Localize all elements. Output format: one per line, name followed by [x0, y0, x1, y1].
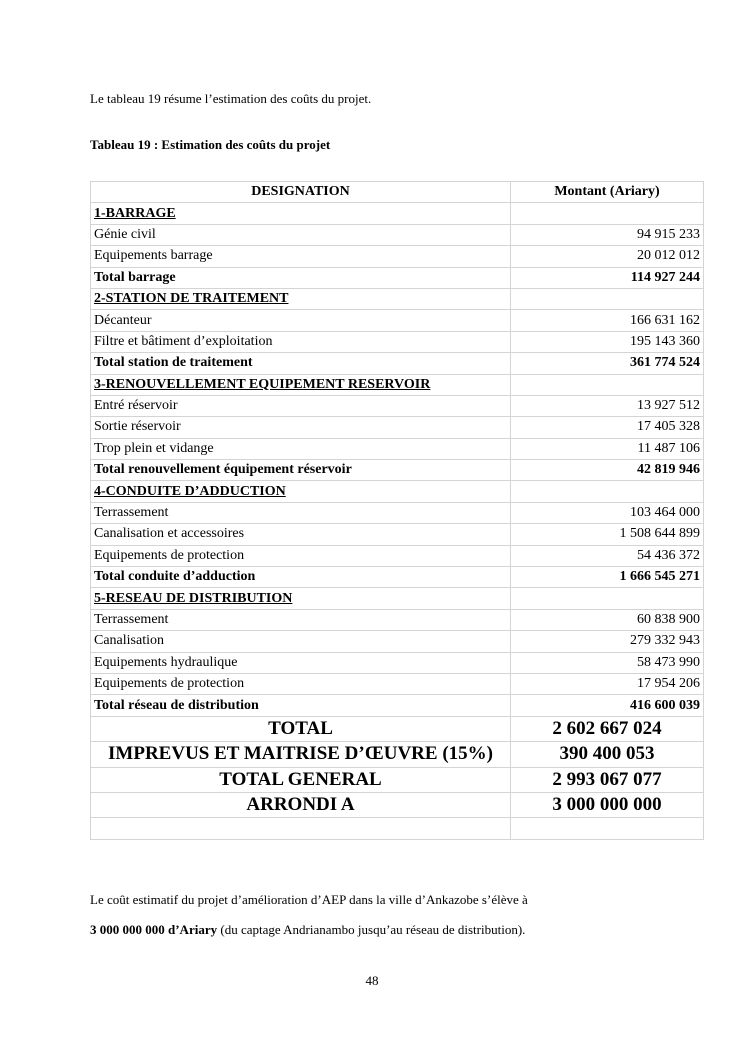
amount-cell [511, 818, 704, 839]
amount-cell: 42 819 946 [511, 460, 704, 481]
conclusion-line-2 [90, 915, 710, 945]
table-row-total [91, 353, 704, 374]
designation-cell: Entré réservoir [91, 395, 511, 416]
designation-cell [91, 203, 511, 224]
table-row-section [91, 288, 704, 309]
designation-cell: Total renouvellement équipement réservoir [91, 460, 511, 481]
page-number: 48 [365, 973, 379, 988]
designation-cell: Décanteur [91, 310, 511, 331]
table-caption: Tableau 19 : Estimation des coûts du projet [90, 137, 331, 152]
designation-cell [91, 818, 511, 839]
table-row-total [91, 460, 704, 481]
section-title: 1-BARRAGE [94, 205, 176, 221]
amount-cell: 1 666 545 271 [511, 567, 704, 588]
section-title: 4-CONDUITE D’ADDUCTION [94, 483, 286, 499]
section-title: 5-RESEAU DE DISTRIBUTION [94, 590, 293, 606]
amount-cell: 54 436 372 [511, 545, 704, 566]
table-row-section [91, 374, 704, 395]
amount-cell: 17 954 206 [511, 673, 704, 694]
amount-cell: 94 915 233 [511, 224, 704, 245]
amount-cell: 166 631 162 [511, 310, 704, 331]
table-row-item [91, 545, 704, 566]
table-row-item [91, 673, 704, 694]
designation-cell: Equipements de protection [91, 545, 511, 566]
designation-cell [91, 481, 511, 502]
table-row-item [91, 246, 704, 267]
amount-cell: 114 927 244 [511, 267, 704, 288]
amount-cell [511, 203, 704, 224]
header-amount: Montant (Ariary) [511, 182, 704, 203]
table-row-big [91, 767, 704, 792]
table-row-item [91, 224, 704, 245]
amount-cell: 103 464 000 [511, 502, 704, 523]
designation-cell: IMPREVUS ET MAITRISE D’ŒUVRE (15%) [91, 742, 511, 767]
table-header-row [91, 182, 704, 203]
designation-cell: TOTAL GENERAL [91, 767, 511, 792]
amount-cell: 13 927 512 [511, 395, 704, 416]
conclusion-rest: (du captage Andrianambo jusqu’au réseau de distribution). [217, 922, 526, 937]
table-row-section [91, 481, 704, 502]
designation-cell: Filtre et bâtiment d’exploitation [91, 331, 511, 352]
section-title: 2-STATION DE TRAITEMENT [94, 291, 289, 307]
designation-cell: Terrassement [91, 502, 511, 523]
amount-cell [511, 481, 704, 502]
amount-cell: 58 473 990 [511, 652, 704, 673]
amount-cell: 416 600 039 [511, 695, 704, 716]
table-row-total [91, 695, 704, 716]
table-row-big [91, 792, 704, 817]
table-row-item [91, 310, 704, 331]
designation-cell: Total barrage [91, 267, 511, 288]
table-row-item [91, 631, 704, 652]
amount-cell: 1 508 644 899 [511, 524, 704, 545]
designation-cell: Génie civil [91, 224, 511, 245]
amount-cell: 2 602 667 024 [511, 716, 704, 741]
table-row-item [91, 417, 704, 438]
designation-cell: Sortie réservoir [91, 417, 511, 438]
amount-cell: 361 774 524 [511, 353, 704, 374]
cost-estimate-table [90, 181, 704, 840]
designation-cell: Equipements de protection [91, 673, 511, 694]
amount-cell: 279 332 943 [511, 631, 704, 652]
amount-cell: 195 143 360 [511, 331, 704, 352]
designation-cell: Canalisation et accessoires [91, 524, 511, 545]
amount-cell: 3 000 000 000 [511, 792, 704, 817]
amount-cell [511, 588, 704, 609]
table-row-item [91, 609, 704, 630]
designation-cell: Equipements hydraulique [91, 652, 511, 673]
designation-cell: ARRONDI A [91, 792, 511, 817]
intro-paragraph: Le tableau 19 résume l’estimation des coûts du projet. [90, 91, 372, 106]
designation-cell [91, 374, 511, 395]
designation-cell [91, 588, 511, 609]
designation-cell: Trop plein et vidange [91, 438, 511, 459]
conclusion-paragraph [90, 885, 710, 945]
amount-cell: 2 993 067 077 [511, 767, 704, 792]
conclusion-amount: 3 000 000 000 d’Ariary [90, 922, 218, 937]
table-row-big [91, 742, 704, 767]
amount-cell [511, 374, 704, 395]
amount-cell: 11 487 106 [511, 438, 704, 459]
table-row-item [91, 652, 704, 673]
table-row-empty [91, 818, 704, 839]
designation-cell: TOTAL [91, 716, 511, 741]
table-row-item [91, 524, 704, 545]
conclusion-line-1: Le coût estimatif du projet d’amélioration d’AEP dans la ville d’Ankazobe s’élève à [90, 892, 528, 907]
designation-cell: Total station de traitement [91, 353, 511, 374]
amount-cell [511, 288, 704, 309]
table-row-section [91, 203, 704, 224]
amount-cell: 60 838 900 [511, 609, 704, 630]
table-row-total [91, 567, 704, 588]
amount-cell: 17 405 328 [511, 417, 704, 438]
table-row-item [91, 395, 704, 416]
designation-cell: Terrassement [91, 609, 511, 630]
designation-cell: Total réseau de distribution [91, 695, 511, 716]
header-designation: DESIGNATION [91, 182, 511, 203]
amount-cell: 390 400 053 [511, 742, 704, 767]
designation-cell: Canalisation [91, 631, 511, 652]
table-row-item [91, 438, 704, 459]
designation-cell: Total conduite d’adduction [91, 567, 511, 588]
table-row-big [91, 716, 704, 741]
section-title: 3-RENOUVELLEMENT EQUIPEMENT RESERVOIR [94, 376, 431, 392]
table-row-total [91, 267, 704, 288]
amount-cell: 20 012 012 [511, 246, 704, 267]
designation-cell: Equipements barrage [91, 246, 511, 267]
designation-cell [91, 288, 511, 309]
table-row-item [91, 502, 704, 523]
table-row-item [91, 331, 704, 352]
table-row-section [91, 588, 704, 609]
